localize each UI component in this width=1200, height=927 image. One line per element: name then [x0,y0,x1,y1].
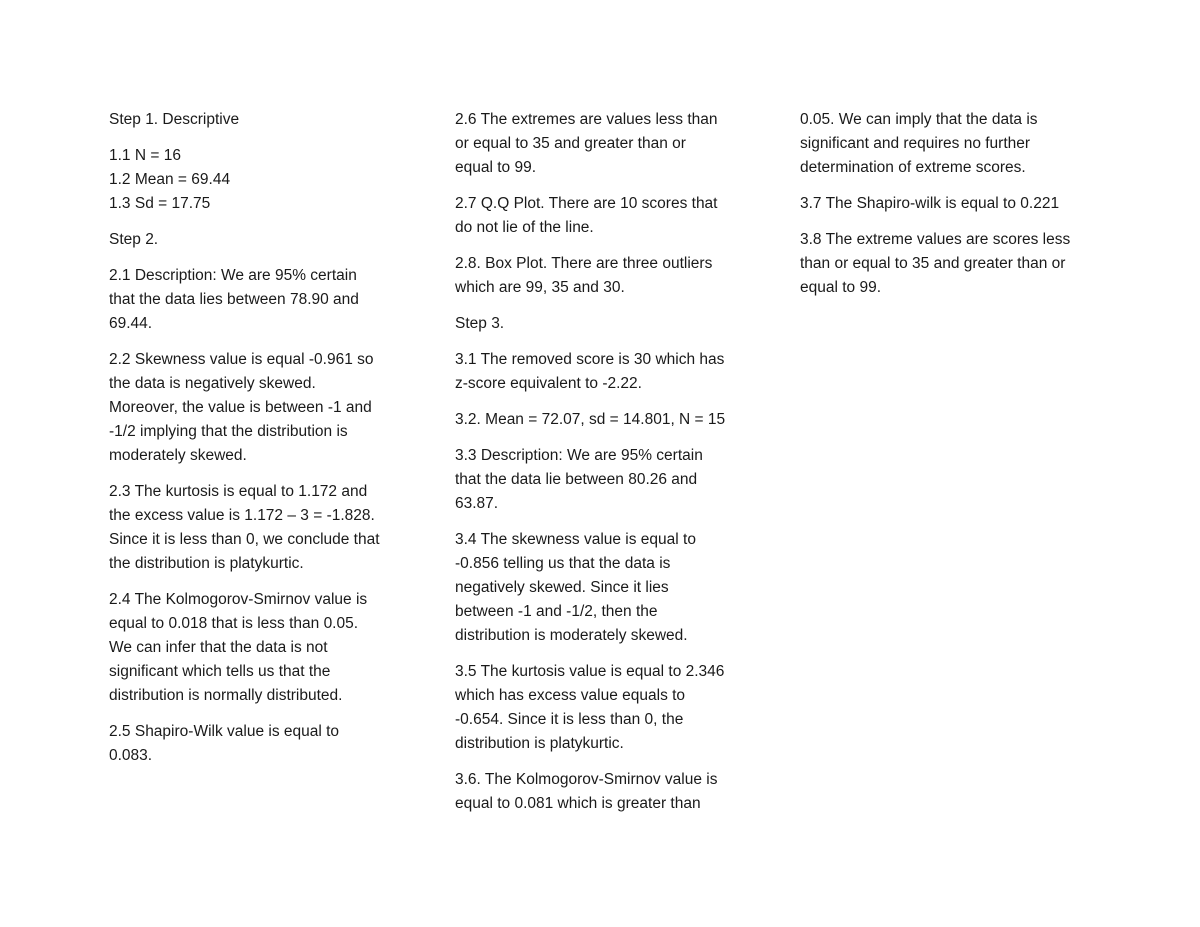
text-column-1 [109,108,409,780]
paragraph-3-6-continued: 0.05. We can imply that the data is significant and requires no further determination of extreme scores. [800,111,1038,176]
paragraph-2-1: 2.1 Description: We are 95% certain that the data lies between 78.90 and 69.44. [109,267,359,332]
heading-step-1: Step 1. Descriptive [109,111,240,128]
paragraph-3-3: 3.3 Description: We are 95% certain that the data lie between 80.26 and 63.87. [455,447,703,512]
paragraph-2-6: 2.6 The extremes are values less than or equal to 35 and greater than or equal to 99. [455,111,718,176]
paragraph-descriptive-stats: 1.1 N = 16 1.2 Mean = 69.44 1.3 Sd = 17.75 [109,147,231,212]
paragraph-2-7: 2.7 Q.Q Plot. There are 10 scores that do not lie of the line. [455,195,718,236]
paragraph-3-4: 3.4 The skewness value is equal to -0.856 telling us that the data is negatively skewed. Since it lies between -1 and -1/2, then the distribution is moderately skewed. [455,531,696,644]
paragraph-3-6: 3.6. The Kolmogorov-Smirnov value is equal to 0.081 which is greater than [455,771,718,812]
paragraph-3-7: 3.7 The Shapiro-wilk is equal to 0.221 [800,195,1060,212]
paragraph-2-4: 2.4 The Kolmogorov-Smirnov value is equal to 0.018 that is less than 0.05. We can infer that the data is not significant which tells us that the distribution is normally distributed. [109,591,368,704]
text-column-3 [800,108,1100,312]
heading-step-2: Step 2. [109,231,159,248]
paragraph-2-8: 2.8. Box Plot. There are three outliers which are 99, 35 and 30. [455,255,713,296]
paragraph-3-8: 3.8 The extreme values are scores less than or equal to 35 and greater than or equal to 99. [800,231,1071,296]
paragraph-3-1: 3.1 The removed score is 30 which has z-score equivalent to -2.22. [455,351,725,392]
text-column-2 [455,108,755,828]
paragraph-2-3: 2.3 The kurtosis is equal to 1.172 and the excess value is 1.172 – 3 = -1.828. Since it is less than 0, we conclude that the distribution is platykurtic. [109,483,380,572]
paragraph-2-2: 2.2 Skewness value is equal -0.961 so the data is negatively skewed. Moreover, the value is between -1 and -1/2 implying that the distribution is moderately skewed. [109,351,374,464]
paragraph-3-2: 3.2. Mean = 72.07, sd = 14.801, N = 15 [455,411,726,428]
heading-step-3: Step 3. [455,315,505,332]
paragraph-3-5: 3.5 The kurtosis value is equal to 2.346 which has excess value equals to -0.654. Since it is less than 0, the distribution is platykurtic. [455,663,725,752]
paragraph-2-5: 2.5 Shapiro-Wilk value is equal to 0.083. [109,723,340,764]
